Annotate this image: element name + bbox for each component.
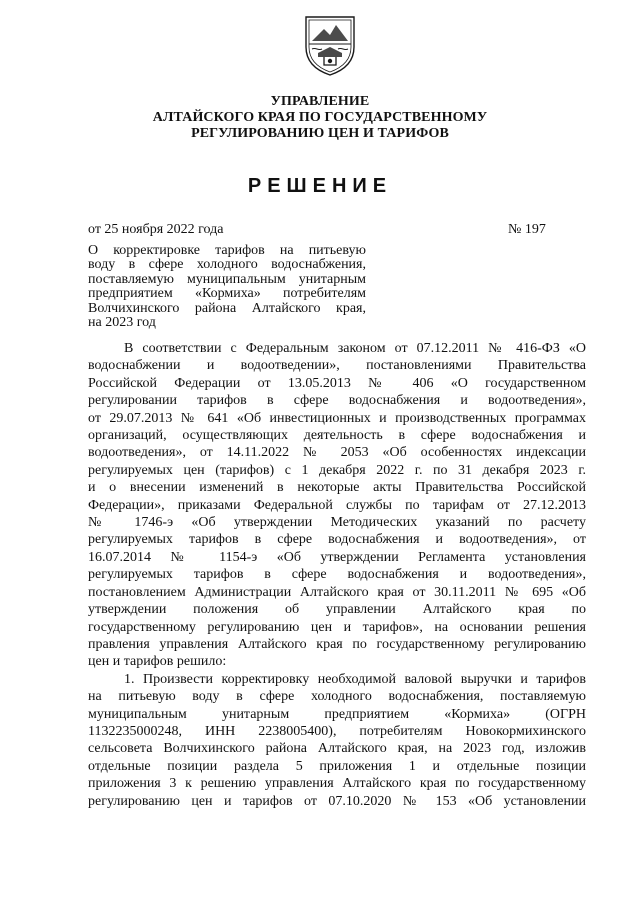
document-body <box>88 340 586 810</box>
agency-name-line-2: АЛТАЙСКОГО КРАЯ ПО ГОСУДАРСТВЕННОМУ <box>152 110 488 125</box>
body-line: регулируемых тарифов в сфере водоснабжения и водоотведения», <box>88 567 586 583</box>
body-line: государственному регулированию цен и тарифов», на основании решения <box>88 619 586 635</box>
body-line: от 29.07.2013 № 641 «Об инвестиционных и производственных программах <box>88 410 586 426</box>
subject-line: поставляемую муниципальным унитарным <box>88 271 366 287</box>
body-line: водоотведения», от 14.11.2022 № 2053 «Об особенностях индексации <box>88 445 586 461</box>
body-line: регулируемых цен (тарифов) с 1 декабря 2022 г. по 31 декабря 2023 г. <box>88 462 586 478</box>
body-line: на питьевую воду в сфере холодного водоснабжения, поставляемую <box>88 689 586 705</box>
subject-line: предприятием «Кормиха» потребителям <box>88 286 366 302</box>
body-line: муниципальным унитарным предприятием «Кормиха» (ОГРН <box>88 706 586 722</box>
body-line: водоснабжении и водоотведении», постановлениями Правительства <box>88 358 586 374</box>
agency-name-line-1: УПРАВЛЕНИЕ <box>270 94 370 109</box>
body-line: организаций, осуществляющих деятельность в сфере водоснабжения и <box>88 428 586 444</box>
body-line: Российской Федерации от 13.05.2013 № 406 «О государственном <box>88 375 586 391</box>
document-title: РЕШЕНИЕ <box>247 175 393 197</box>
body-line: 1. Произвести корректировку необходимой валовой выручки и тарифов <box>124 671 586 687</box>
body-line: цен и тарифов решило: <box>88 654 227 670</box>
agency-name-line-3: РЕГУЛИРОВАНИЮ ЦЕН И ТАРИФОВ <box>191 126 449 141</box>
body-line: регулировании тарифов в сфере водоснабжения и водоотведения», <box>88 393 586 409</box>
body-line: Федерации», приказами Федеральной службы по тарифам от 27.12.2013 <box>88 497 586 513</box>
body-line: регулируемых тарифов в сфере водоснабжения и водоотведения», от <box>88 532 586 548</box>
document-number: № 197 <box>508 222 546 237</box>
coat-of-arms-icon <box>298 11 362 77</box>
subject-line: О корректировке тарифов на питьевую <box>88 243 366 258</box>
body-line: регулированию цен и тарифов от 07.10.2020 № 153 «Об установлении <box>88 793 586 809</box>
body-line: и о внесении изменений в некоторые акты Правительства Российской <box>88 480 586 496</box>
body-line: В соответствии с Федеральным законом от 07.12.2011 № 416-ФЗ «О <box>124 341 586 356</box>
document-subject <box>88 244 366 330</box>
document-date: от 25 ноября 2022 года <box>88 222 224 237</box>
body-line: отдельные позиции раздела 5 приложения 1 и отдельные позиции <box>88 758 586 774</box>
body-line: постановлением Администрации Алтайского края от 30.11.2011 № 695 «Об <box>88 584 586 600</box>
body-line: № 1746-э «Об утверждении Методических указаний по расчету <box>88 515 586 531</box>
body-line: правления управления Алтайского края по государственному регулированию <box>88 636 586 652</box>
body-line: 1132235000248, ИНН 2238005400), потребителям Новокормихинского <box>88 723 586 739</box>
body-line: 16.07.2014 № 1154-э «Об утверждении Регламента установления <box>88 549 586 565</box>
subject-line: воду в сфере холодного водоснабжения, <box>88 257 366 273</box>
subject-line: Волчихинского района Алтайского края, <box>88 300 366 316</box>
body-line: приложения 3 к решению управления Алтайского края по государственному <box>88 776 586 792</box>
body-line: сельсовета Волчихинского района Алтайского края, на 2023 год, изложив <box>88 741 586 757</box>
subject-line: на 2023 год <box>88 315 156 331</box>
body-line: утверждении положения об управлении Алтайского края по <box>88 602 586 618</box>
